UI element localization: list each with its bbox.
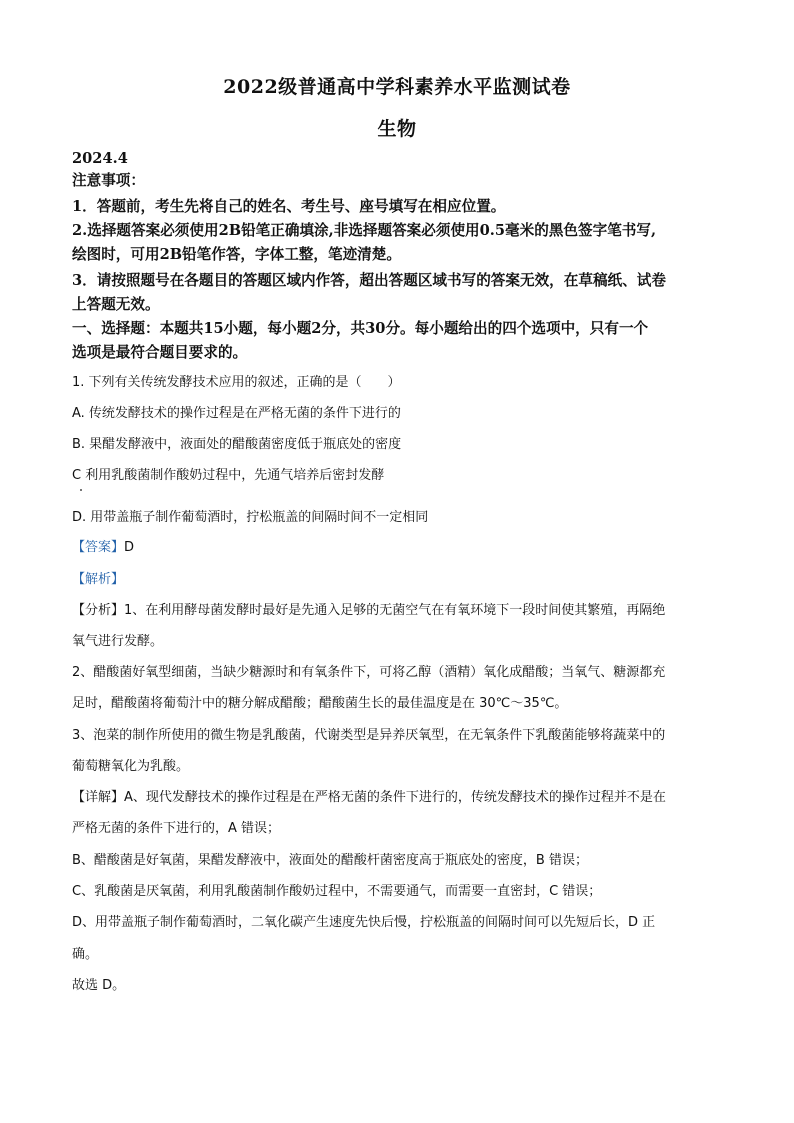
analysis-label: 【解析】 [72,572,125,587]
analysis-line: 足时，醋酸菌将葡萄汁中的糖分解成醋酸；醋酸菌生长的最佳温度是在 30℃～35℃。 [72,696,568,711]
notice-item-2: 2.选择题答案必须使用2B铅笔正确填涂,非选择题答案必须使用0.5毫米的黑色签字笔书写, [72,222,657,239]
analysis-line: 氧气进行发酵。 [72,634,164,649]
analysis-line: 【详解】A、现代发酵技术的操作过程是在严格无菌的条件下进行的，传统发酵技术的操作过程并不是在 [72,790,666,805]
exam-date: 2024.4 [72,150,128,167]
section-heading-cont: 选项是最符合题目要求的。 [72,344,248,361]
analysis-line: 【分析】1、在利用酵母菌发酵时最好是先通入足够的无菌空气在有氧环境下一段时间使其繁殖，再隔绝 [72,603,666,618]
question-stem: 1. 下列有关传统发酵技术应用的叙述，正确的是（ ） [72,375,401,390]
notice-item-3-cont: 上答题无效。 [72,296,160,313]
notice-item-3: 3．请按照题号在各题目的答题区域内作答，超出答题区域书写的答案无效，在草稿纸、试卷 [72,272,666,289]
option-c: C 利用乳酸菌制作酸奶过程中，先通气培养后密封发酵 [72,468,385,483]
answer-value: D [124,540,135,555]
section-heading: 一、选择题：本题共15小题，每小题2分，共30分。每小题给出的四个选项中，只有一个 [72,320,649,337]
analysis-line: D、用带盖瓶子制作葡萄酒时，二氧化碳产生速度先快后慢，拧松瓶盖的间隔时间可以先短后长，D 正 [72,915,656,930]
answer-line [72,539,732,557]
notice-heading: 注意事项： [72,172,145,189]
stray-dot-mark [80,489,82,491]
option-b: B. 果醋发酵液中，液面处的醋酸菌密度低于瓶底处的密度 [72,437,402,452]
analysis-line: 葡萄糖氧化为乳酸。 [72,759,190,774]
analysis-line: C、乳酸菌是厌氧菌，利用乳酸菌制作酸奶过程中，不需要通气，而需要一直密封，C 错误； [72,884,602,899]
option-d: D. 用带盖瓶子制作葡萄酒时，拧松瓶盖的间隔时间不一定相同 [72,510,429,525]
analysis-line: 3、泡菜的制作所使用的微生物是乳酸菌，代谢类型是异养厌氧型，在无氧条件下乳酸菌能够将蔬菜中的 [72,728,666,743]
analysis-line: 确。 [72,947,99,962]
option-a: A. 传统发酵技术的操作过程是在严格无菌的条件下进行的 [72,406,401,421]
notice-item-1: 1．答题前，考生先将自己的姓名、考生号、座号填写在相应位置。 [72,198,506,215]
notice-item-2-cont: 绘图时，可用2B铅笔作答，字体工整，笔迹清楚。 [72,246,401,263]
analysis-line: 故选 D。 [72,978,126,993]
analysis-line: 严格无菌的条件下进行的，A 错误； [72,821,281,836]
subject-title: 生物 [377,118,417,140]
exam-title: 2022级普通高中学科素养水平监测试卷 [223,76,571,98]
analysis-line: 2、醋酸菌好氧型细菌，当缺少糖源时和有氧条件下，可将乙醇（酒精）氧化成醋酸；当氧气、糖源都充 [72,665,666,680]
analysis-line: B、醋酸菌是好氧菌，果醋发酵液中，液面处的醋酸杆菌密度高于瓶底处的密度，B 错误； [72,853,588,868]
answer-label: 【答案】 [72,540,125,555]
